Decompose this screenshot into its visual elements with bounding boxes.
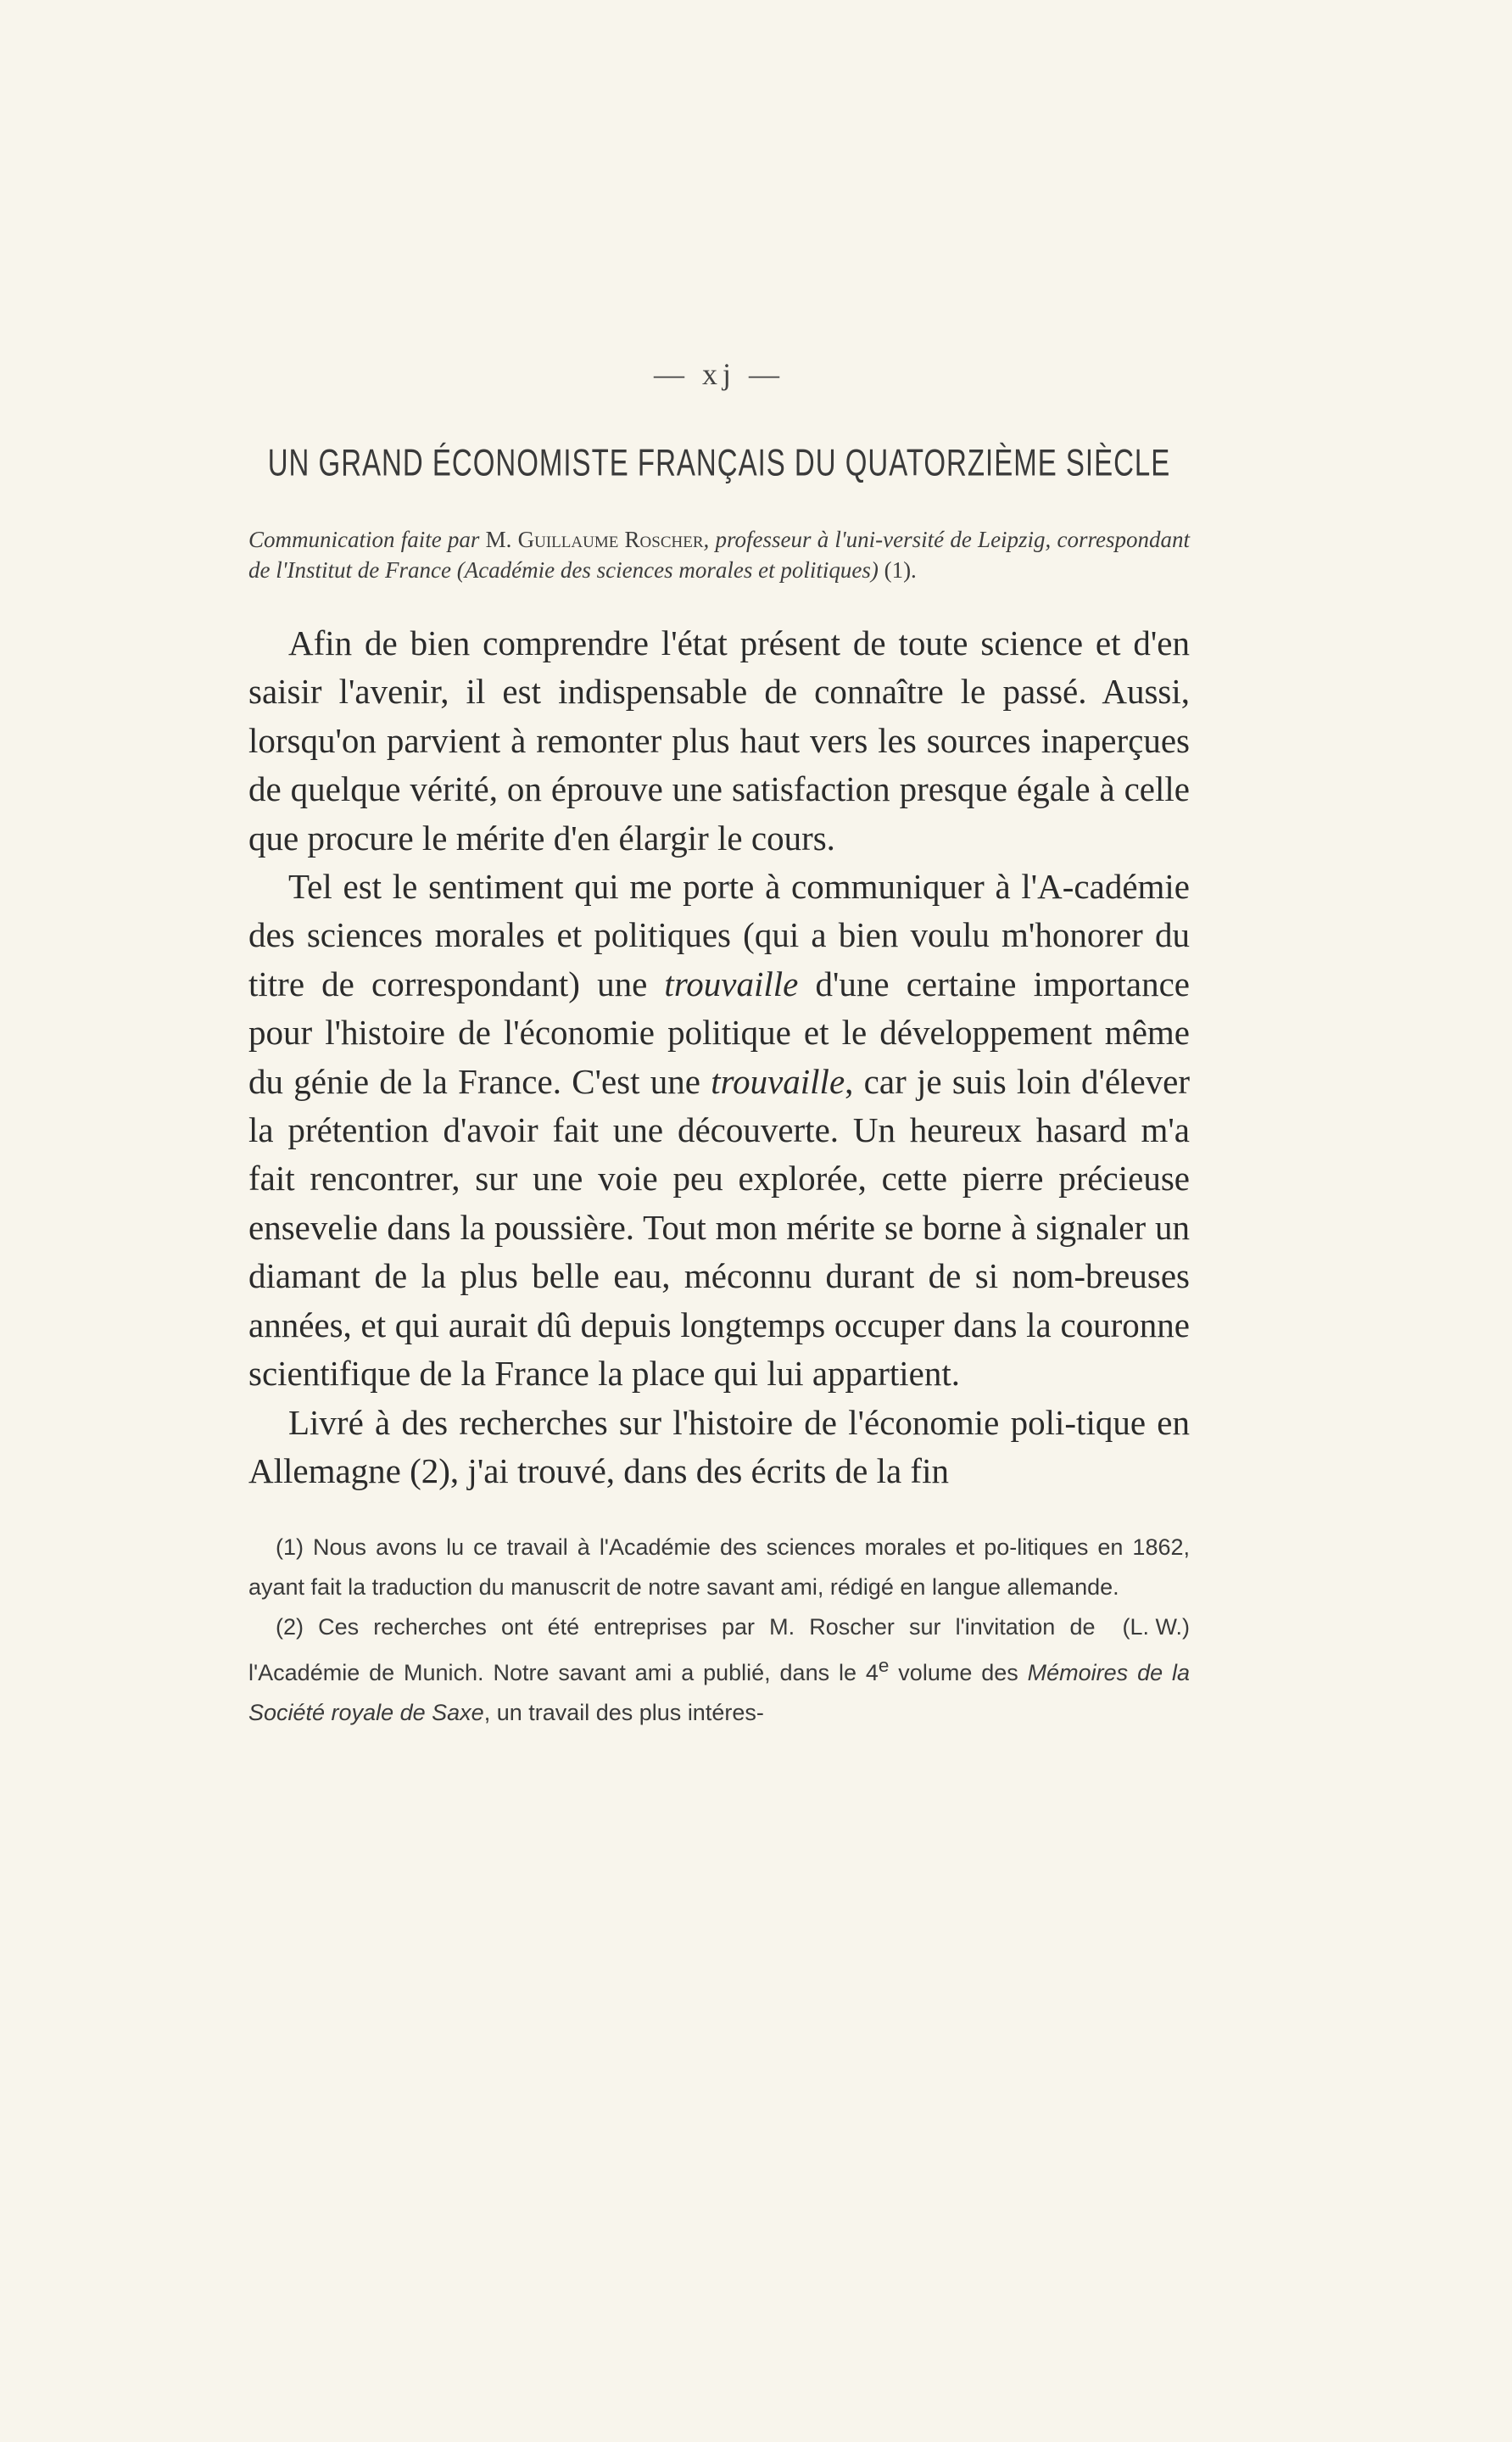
footnote-2: (2) Ces recherches ont été entreprises par M. Roscher sur l'invitation de l'Académie de Munich. Notre savant ami a publié, dans le 4e volume des Mémoires de la Société royale de Saxe, un travail des plus intéres- <box>248 1613 1190 1725</box>
author-title: M. <box>485 527 518 552</box>
paragraph-2: Tel est le sentiment qui me porte à communiquer à l'A-cadémie des sciences morales et politiques (qui a bien voulu m'honorer du titre de correspondant) une trouvaille d'une certaine importance pour l'histoire de l'économie politique et le développement même du génie de la France. C'est une trouvaille, car je suis loin d'élever la prétention d'avoir fait une découverte. Un heureux hasard m'a fait rencontrer, sur une voie peu explorée, cette pierre précieuse ensevelie dans la poussière. Tout mon mérite se borne à signaler un diamant de la plus belle eau, méconnu durant de si nom-breuses années, et qui aurait dû depuis longtemps occuper dans la couronne scientifique de la France la place qui lui appartient. <box>248 867 1191 1394</box>
paragraph-3: Livré à des recherches sur l'histoire de l'économie poli-tique en Allemagne (2), j'ai trouvé, dans des écrits de la fin <box>248 1402 1190 1490</box>
emphasis-trouvaille-1: trouvaille <box>664 964 799 1003</box>
body-text <box>248 619 1190 1495</box>
communication-prefix: Communication faite par <box>248 527 486 552</box>
chapter-title: UN GRAND ÉCONOMISTE FRANÇAIS DU QUATORZIÈME SIÈCLE <box>267 441 1171 483</box>
communication-suffix: , professeur à l'uni-versité de Leipzig, correspondant de l'Institut de France (Académie des sciences morales et politiques) <box>248 527 1191 583</box>
footnote-1: (1) Nous avons lu ce travail à l'Académie des sciences morales et po-litiques en 1862, ayant fait la traduction du manuscrit de notre savant ami, rédigé en langue allemande. (L. W.) <box>248 1528 1190 1607</box>
footnotes <box>248 1528 1190 1732</box>
footnote-ref-1: (1). <box>878 557 917 583</box>
footnote-signature: (L. W.) <box>1122 1613 1190 1640</box>
page <box>248 356 1190 1732</box>
author-name: Guillaume Roscher <box>517 527 704 552</box>
communication-note <box>248 524 1190 585</box>
journal-title: Mémoires de la Société royale de Saxe <box>248 1660 1190 1725</box>
page-number: — xj — <box>653 357 784 391</box>
paragraph-1: Afin de bien comprendre l'état présent de toute science et d'en saisir l'avenir, il est indispensable de connaître le passé. Aussi, lorsqu'on parvient à remonter plus haut vers les sources inaperçues de quelque vérité, on éprouve une satisfaction presque égale à celle que procure le mérite d'en élargir le cours. <box>248 623 1190 858</box>
emphasis-trouvaille-2: trouvaille <box>711 1061 845 1101</box>
